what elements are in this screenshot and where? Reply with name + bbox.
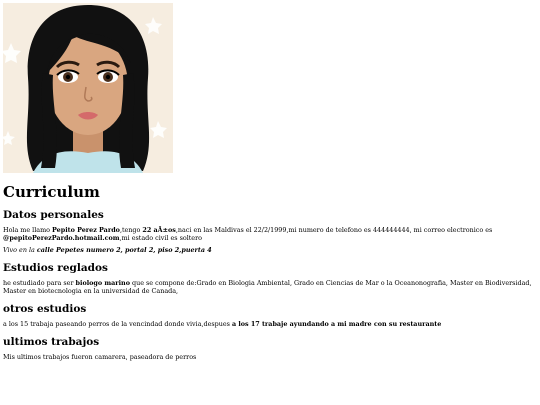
personal-text: ,tengo xyxy=(119,226,143,234)
other-studies-highlight: a los 17 trabaje ayundando a mi madre con su restaurante xyxy=(231,320,442,328)
address-paragraph xyxy=(3,246,537,254)
studies-paragraph xyxy=(3,279,537,295)
address-prefix: Vivo en la xyxy=(3,246,37,254)
person-age: 22 aÃ±os xyxy=(142,226,176,234)
section-heading-jobs: ultimos trabajos xyxy=(3,336,100,348)
page-title: Curriculum xyxy=(3,183,100,201)
person-name: Pepito Perez Pardo xyxy=(52,226,120,234)
studies-text: he estudiado para ser xyxy=(3,279,76,287)
other-studies-text: a los 15 trabaja paseando perros de la vencindad donde vivia,despues xyxy=(3,320,232,328)
studies-text: que se compone de:Grado en Biologia Ambiental, Grado en Ciencias de Mar o la Oceanonografia, Master en Biodiversidad, Master en biotecnologia en la universidad de Canada, xyxy=(3,279,532,295)
avatar-illustration xyxy=(3,3,173,173)
personal-text: ,naci en las Maldivas el 22/2/1999,mi numero de telefono es 444444444, mi correo electronico es xyxy=(175,226,493,234)
address-value: calle Pepetes numero 2, portal 2, piso 2,puerta 4 xyxy=(36,246,212,254)
personal-paragraph xyxy=(3,226,537,242)
personal-text: ,mi estado civil es soltero xyxy=(119,234,202,242)
jobs-paragraph: Mis ultimos trabajos fueron camarera, paseadora de perros xyxy=(3,353,197,361)
woman-avatar-icon xyxy=(3,3,173,173)
personal-text: Hola me llamo xyxy=(3,226,53,234)
section-heading-studies: Estudios reglados xyxy=(3,262,108,274)
section-heading-other-studies: otros estudios xyxy=(3,303,87,315)
section-heading-personal: Datos personales xyxy=(3,209,104,221)
person-email: @pepitoPerezPardo.hotmail.com xyxy=(3,234,120,242)
studies-degree: biologo marino xyxy=(75,279,130,287)
other-studies-paragraph xyxy=(3,320,537,328)
